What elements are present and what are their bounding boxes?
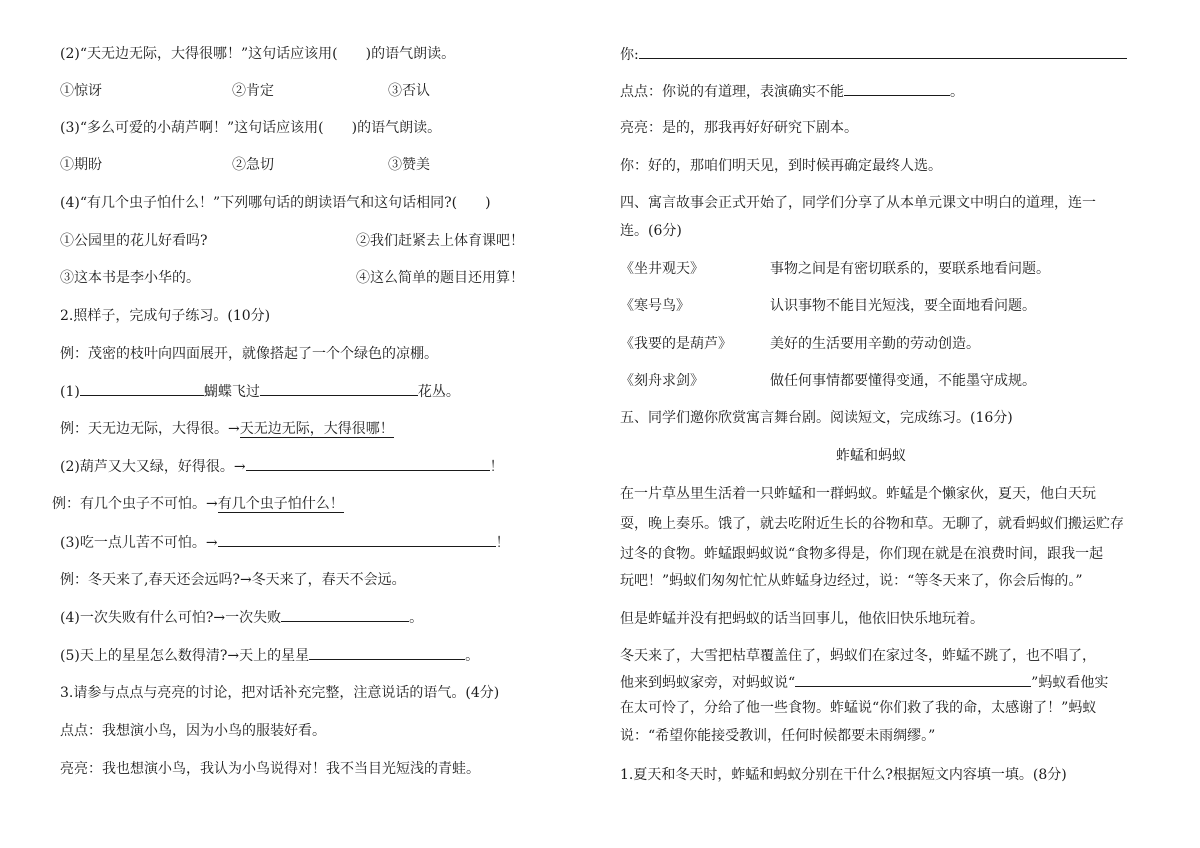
option: ③否认: [388, 83, 430, 99]
story-line: 说：“希望你能接受教训，任何时候都要未雨绸缪。”: [620, 728, 936, 744]
question-4-title-cont: 连。(6分): [620, 223, 682, 239]
blank-field[interactable]: [80, 381, 204, 396]
story-line: 耍，晚上奏乐。饿了，就去吃附近生长的谷物和草。无聊了，就看蚂蚁们搬运贮存: [620, 516, 1124, 532]
match-right-item[interactable]: 认识事物不能目光短浅，要全面地看问题。: [770, 298, 1036, 314]
blank-field[interactable]: [639, 44, 1127, 59]
question-1-4: (4)“有几个虫子怕什么！”下列哪句话的朗读语气和这句话相同?( ): [60, 195, 491, 211]
dialogue-line: 亮亮：是的，那我再好好研究下剧本。: [620, 120, 858, 136]
sentence-4: (4)一次失败有什么可怕?→一次失败 。: [60, 607, 423, 628]
question-1-3: (3)“多么可爱的小葫芦啊！”这句话应该用( )的语气朗读。: [60, 120, 442, 136]
match-right-item[interactable]: 做任何事情都要懂得变通，不能墨守成规。: [770, 373, 1036, 389]
story-line: 冬天来了，大雪把枯草覆盖住了，蚂蚁们在家过冬，蚱蜢不跳了，也不唱了，: [620, 648, 1096, 664]
example-1: 例：茂密的枝叶向四面展开，就像搭起了一个个绿色的凉棚。: [60, 346, 438, 362]
option: ③这本书是李小华的。: [60, 270, 200, 286]
example-3: 例：有几个虫子不可怕。→有几个虫子怕什么！: [52, 496, 344, 512]
blank-field[interactable]: [218, 532, 496, 547]
sentence-2: (2)葫芦又大又绿，好得很。→ ！: [60, 456, 504, 477]
match-left-item[interactable]: 《寒号鸟》: [620, 298, 690, 314]
match-left-item[interactable]: 《我要的是葫芦》: [620, 336, 732, 352]
question-2-title: 2.照样子，完成句子练习。(10分): [60, 308, 271, 324]
blank-field[interactable]: [260, 381, 418, 396]
dialogue-line: 点点：我想演小鸟，因为小鸟的服装好看。: [60, 723, 326, 739]
story-line: 但是蚱蜢并没有把蚂蚁的话当回事儿，他依旧快乐地玩着。: [620, 611, 984, 627]
dialogue-line: 亮亮：我也想演小鸟，我认为小鸟说得对！我不当目光短浅的青蛙。: [60, 761, 480, 777]
story-line: 他来到蚂蚁家旁，对蚂蚁说“ ”蚂蚁看他实: [620, 672, 1108, 693]
blank-field[interactable]: [246, 456, 490, 471]
blank-field[interactable]: [795, 672, 1031, 687]
option: ③赞美: [388, 157, 430, 173]
option: ②急切: [232, 157, 274, 173]
question-3-title: 3.请参与点点与亮亮的讨论，把对话补充完整，注意说话的语气。(4分): [60, 685, 500, 701]
option: ①惊讶: [60, 83, 102, 99]
option: ②肯定: [232, 83, 274, 99]
question-4-title: 四、寓言故事会正式开始了，同学们分享了从本单元课文中明白的道理，连一: [620, 195, 1096, 211]
dialogue-line: 点点：你说的有道理，表演确实不能 。: [620, 81, 964, 102]
sentence-1: (1) 蝴蝶飞过 花丛。: [60, 381, 460, 402]
dialogue-line: 你：好的，那咱们明天见，到时候再确定最终人选。: [620, 158, 942, 174]
match-right-item[interactable]: 美好的生活要用辛勤的劳动创造。: [770, 336, 980, 352]
blank-field[interactable]: [281, 607, 409, 622]
story-title: 蚱蜢和蚂蚁: [836, 448, 906, 464]
example-2: 例：天无边无际，大得很。→天无边无际，大得很哪！: [60, 421, 394, 437]
right-column: [600, 0, 1200, 848]
question-5-1: 1.夏天和冬天时，蚱蜢和蚂蚁分别在干什么?根据短文内容填一填。(8分): [620, 767, 1067, 783]
story-line: 在太可怜了，分给了他一些食物。蚱蜢说“你们救了我的命，太感谢了！”蚂蚁: [620, 700, 1097, 716]
blank-field[interactable]: [844, 81, 950, 96]
blank-field[interactable]: [309, 645, 465, 660]
dialogue-you-answer: 你:: [620, 44, 1127, 65]
question-1-2: (2)“天无边无际，大得很哪！”这句话应该用( )的语气朗读。: [60, 46, 456, 62]
sentence-3: (3)吃一点儿苦不可怕。→ ！: [60, 532, 510, 553]
option: ④这么简单的题目还用算！: [356, 270, 524, 286]
example-4: 例：冬天来了,春天还会远吗?→冬天来了，春天不会远。: [60, 572, 406, 588]
match-right-item[interactable]: 事物之间是有密切联系的，要联系地看问题。: [770, 261, 1050, 277]
match-left-item[interactable]: 《坐井观天》: [620, 261, 704, 277]
story-line: 过冬的食物。蚱蜢跟蚂蚁说“食物多得是，你们现在就是在浪费时间，跟我一起: [620, 546, 1104, 562]
story-line: 在一片草丛里生活着一只蚱蜢和一群蚂蚁。蚱蜢是个懒家伙，夏天，他白天玩: [620, 486, 1096, 502]
option: ②我们赶紧去上体育课吧！: [356, 233, 524, 249]
question-5-title: 五、同学们邀你欣赏寓言舞台剧。阅读短文，完成练习。(16分): [620, 410, 1013, 426]
option: ①期盼: [60, 157, 102, 173]
match-left-item[interactable]: 《刻舟求剑》: [620, 373, 704, 389]
option: ①公园里的花儿好看吗?: [60, 233, 208, 249]
sentence-5: (5)天上的星星怎么数得清?→天上的星星 。: [60, 645, 479, 666]
story-line: 玩吧！”蚂蚁们匆匆忙忙从蚱蜢身边经过，说：“等冬天来了，你会后悔的。”: [620, 573, 1083, 589]
